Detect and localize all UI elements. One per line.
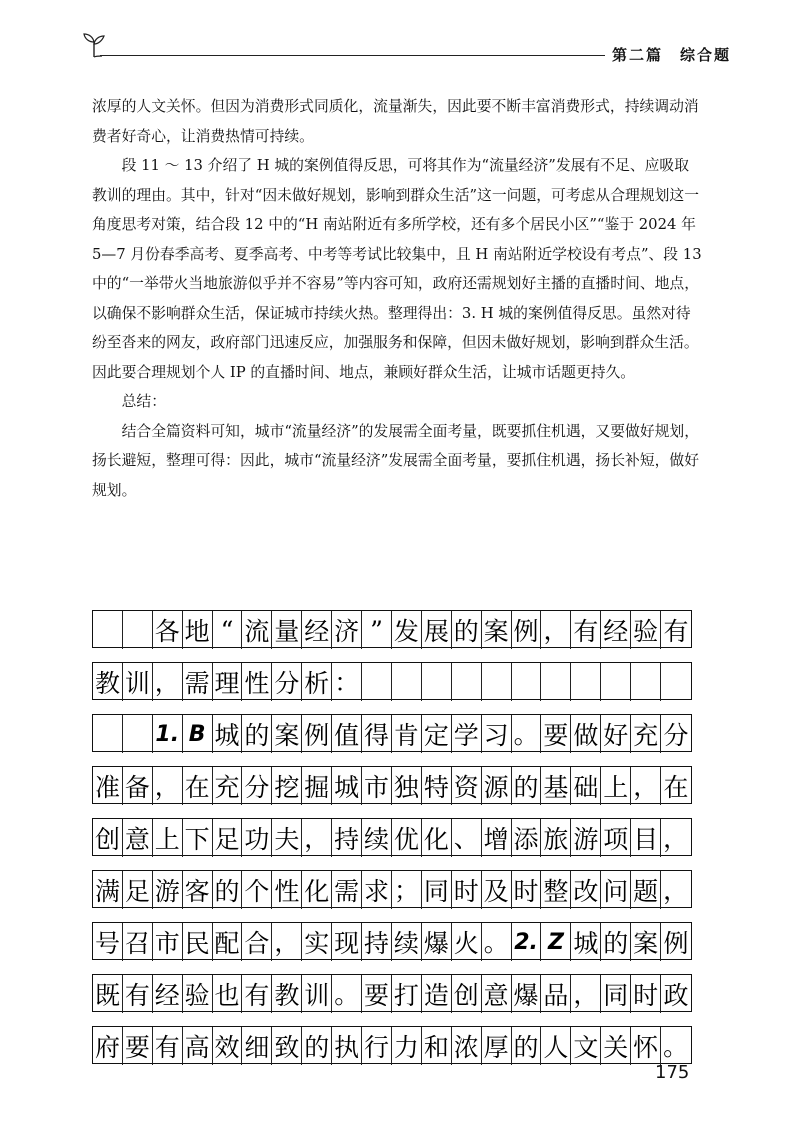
answer-cell: 学 xyxy=(452,715,482,753)
answer-cell: 意 xyxy=(123,819,153,857)
answer-cell: 有 xyxy=(663,617,689,646)
answer-cell: 1. xyxy=(153,715,183,753)
answer-row xyxy=(92,766,692,804)
answer-cell: 要 xyxy=(123,1027,153,1065)
answer-cell: 资 xyxy=(452,767,482,805)
answer-cell: 求 xyxy=(362,871,392,909)
answer-cell: 分 xyxy=(272,663,302,701)
answer-cell: 也 xyxy=(213,975,243,1013)
answer-cell: 的 xyxy=(213,871,243,909)
answer-cell: 关 xyxy=(601,1027,631,1065)
answer-cell: 教 xyxy=(93,663,123,701)
answer-cell: 。 xyxy=(663,1032,689,1061)
answer-cell: 有 xyxy=(153,1027,183,1065)
answer-cell: 造 xyxy=(422,975,452,1013)
answer-cell: 同 xyxy=(601,975,631,1013)
answer-cell: 足 xyxy=(123,871,153,909)
answer-cell: 。 xyxy=(332,975,362,1013)
header-rule xyxy=(100,55,605,56)
answer-cell xyxy=(512,663,542,701)
answer-cell: 既 xyxy=(93,975,123,1013)
answer-cell: 持 xyxy=(332,819,362,857)
answer-cell: ， xyxy=(302,819,332,857)
answer-cell xyxy=(482,663,512,701)
answer-cell: 案 xyxy=(631,923,661,961)
answer-cell: 训 xyxy=(123,663,153,701)
answer-cell: ， xyxy=(153,663,183,701)
answer-cell: 础 xyxy=(571,767,601,805)
answer-cell: 意 xyxy=(482,975,512,1013)
answer-cell: ， xyxy=(571,975,601,1013)
answer-cell xyxy=(571,663,601,701)
answer-cell: 的 xyxy=(601,923,631,961)
answer-cell: 发 xyxy=(392,611,422,649)
answer-cell xyxy=(422,663,452,701)
answer-cell: 有 xyxy=(123,975,153,1013)
answer-row xyxy=(92,1026,692,1064)
answer-cell: 下 xyxy=(183,819,213,857)
answer-cell: 例 xyxy=(512,611,542,649)
answer-cell: 例 xyxy=(663,929,689,958)
answer-cell: 。 xyxy=(512,715,542,753)
answer-cell: 验 xyxy=(631,611,661,649)
answer-cell: 时 xyxy=(452,871,482,909)
answer-cell: 分 xyxy=(663,721,689,750)
answer-cell: 源 xyxy=(482,767,512,805)
answer-cell: 夫 xyxy=(272,819,302,857)
answer-cell: 理 xyxy=(213,663,243,701)
answer-cell: 经 xyxy=(153,975,183,1013)
answer-cell: 的 xyxy=(452,611,482,649)
answer-cell: 个 xyxy=(242,871,272,909)
answer-cell: 各 xyxy=(153,611,183,649)
answer-cell: 政 xyxy=(663,981,689,1010)
answer-cell: B xyxy=(183,715,213,753)
answer-cell: 做 xyxy=(571,715,601,753)
answer-cell: 爆 xyxy=(422,923,452,961)
answer-cell: 致 xyxy=(272,1027,302,1065)
answer-cell xyxy=(541,663,571,701)
answer-cell: 充 xyxy=(213,767,243,805)
answer-cell: 游 xyxy=(153,871,183,909)
answer-cell: 要 xyxy=(362,975,392,1013)
answer-cell: 析 xyxy=(302,663,332,701)
answer-cell: 号 xyxy=(93,923,123,961)
answer-cell: 充 xyxy=(631,715,661,753)
answer-cell: ， xyxy=(153,767,183,805)
answer-cell: 合 xyxy=(242,923,272,961)
answer-cell: 打 xyxy=(392,975,422,1013)
answer-cell: 爆 xyxy=(512,975,542,1013)
answer-cell: 整 xyxy=(541,871,571,909)
answer-cell: 化 xyxy=(422,819,452,857)
answer-row xyxy=(92,610,692,648)
answer-cell: 流 xyxy=(242,611,272,649)
answer-cell: “ xyxy=(213,611,243,649)
answer-cell: 配 xyxy=(213,923,243,961)
answer-cell: 优 xyxy=(392,819,422,857)
answer-row xyxy=(92,662,692,700)
answer-cell: 挖 xyxy=(272,767,302,805)
answer-cell: 怀 xyxy=(631,1027,661,1065)
answer-cell xyxy=(123,715,153,753)
answer-cell: 上 xyxy=(153,819,183,857)
answer-cell: 地 xyxy=(183,611,213,649)
page-number: 175 xyxy=(655,1062,690,1083)
answer-cell: 肯 xyxy=(392,715,422,753)
answer-cell: 时 xyxy=(512,871,542,909)
answer-cell: 的 xyxy=(512,767,542,805)
answer-cell xyxy=(93,611,123,649)
answer-cell: ， xyxy=(631,767,661,805)
answer-cell: 持 xyxy=(362,923,392,961)
answer-cell: 需 xyxy=(332,871,362,909)
answer-cell xyxy=(362,663,392,701)
answer-cell: 2. xyxy=(512,923,542,961)
answer-cell: 及 xyxy=(482,871,512,909)
answer-cell: 量 xyxy=(272,611,302,649)
answer-cell: 好 xyxy=(601,715,631,753)
paragraph-summary: 结合全篇资料可知，城市“流量经济”的发展需全面考量，既要抓住机遇，又要做好规划，扬长避短，整理可得：因此，城市“流量经济”发展需全面考量，要抓住机遇，扬长补短，做好规划。 xyxy=(92,422,700,499)
section-title: 第二篇 综合题 xyxy=(612,46,732,64)
answer-cell: ： xyxy=(332,663,362,701)
answer-cell xyxy=(123,611,153,649)
answer-cell: 品 xyxy=(541,975,571,1013)
answer-cell: 经 xyxy=(601,611,631,649)
answer-cell: 在 xyxy=(663,773,689,802)
answer-cell xyxy=(601,663,631,701)
answer-cell: 续 xyxy=(362,819,392,857)
answer-cell: 掘 xyxy=(302,767,332,805)
answer-cell: 习 xyxy=(482,715,512,753)
answer-cell: 在 xyxy=(183,767,213,805)
answer-cell: 的 xyxy=(302,1027,332,1065)
answer-cell: ， xyxy=(272,923,302,961)
answer-cell: 足 xyxy=(213,819,243,857)
answer-cell: 的 xyxy=(512,1027,542,1065)
answer-cell: ， xyxy=(663,876,689,905)
answer-cell xyxy=(452,663,482,701)
answer-cell: 文 xyxy=(571,1027,601,1065)
answer-cell: 性 xyxy=(242,663,272,701)
answer-cell: Z xyxy=(541,923,571,961)
answer-cell: 厚 xyxy=(482,1027,512,1065)
answer-cell: 定 xyxy=(422,715,452,753)
body-text xyxy=(92,92,702,505)
answer-cell: 力 xyxy=(392,1027,422,1065)
answer-cell: 城 xyxy=(571,923,601,961)
answer-row xyxy=(92,974,692,1012)
answer-cell: 需 xyxy=(183,663,213,701)
answer-cell xyxy=(661,663,691,701)
answer-row xyxy=(92,922,692,960)
answer-cell: 备 xyxy=(123,767,153,805)
answer-cell: 客 xyxy=(183,871,213,909)
paragraph-summary-heading: 总结： xyxy=(121,393,166,410)
answer-cell: 案 xyxy=(482,611,512,649)
answer-cell: 续 xyxy=(392,923,422,961)
answer-cell: 教 xyxy=(272,975,302,1013)
paragraph-analysis: 段 11 ～ 13 介绍了 H 城的案例值得反思，可将其作为“流量经济”发展有不足、应吸取教训的理由。其中，针对“因未做好规划，影响到群众生活”这一问题，可考虑从合理规划这一角度思考对策，结合段 12 中的“H 南站附近有多所学校，还有多个居民小区”“鉴于 2024 年 5—7 月份春季高考、夏季高考、中考等考试比较集中，且 H 南站附近学校设有考点”、段 13 中的“一举带火当地旅游似乎并不容易”等内容可知，政府还需规划好主播的直播时间、地点，以确保不影响群众生活，保证城市持续火热。整理得出：3. H 城的案例值得反思。虽然对待纷至沓来的网友，政府部门迅速反应，加强服务和保障，但因未做好规划，影响到群众生活。因此要合理规划个人 IP 的直播时间、地点，兼顾好群众生活，让城市话题更持久。 xyxy=(92,157,702,381)
answer-cell: 例 xyxy=(302,715,332,753)
answer-cell: 浓 xyxy=(452,1027,482,1065)
answer-cell: ， xyxy=(541,611,571,649)
answer-cell: 、 xyxy=(452,819,482,857)
answer-cell xyxy=(631,663,661,701)
answer-cell: 召 xyxy=(123,923,153,961)
answer-cell: 旅 xyxy=(541,819,571,857)
answer-cell: 训 xyxy=(302,975,332,1013)
answer-cell: 火 xyxy=(452,923,482,961)
answer-cell: 独 xyxy=(392,767,422,805)
answer-cell: 展 xyxy=(422,611,452,649)
page-header xyxy=(0,0,800,80)
answer-cell: 要 xyxy=(541,715,571,753)
answer-cell: 实 xyxy=(302,923,332,961)
answer-cell: 值 xyxy=(332,715,362,753)
answer-cell: 化 xyxy=(302,871,332,909)
answer-cell: 城 xyxy=(213,715,243,753)
answer-row xyxy=(92,714,692,752)
answer-row xyxy=(92,818,692,856)
answer-cell: ， xyxy=(663,824,689,853)
answer-cell: 经 xyxy=(302,611,332,649)
answer-cell: 改 xyxy=(571,871,601,909)
answer-cell: 有 xyxy=(242,975,272,1013)
answer-cell xyxy=(392,663,422,701)
answer-cell: 细 xyxy=(242,1027,272,1065)
answer-cell: 功 xyxy=(242,819,272,857)
answer-cell: 性 xyxy=(272,871,302,909)
answer-cell: 创 xyxy=(452,975,482,1013)
answer-cell: 效 xyxy=(213,1027,243,1065)
answer-cell: 满 xyxy=(93,871,123,909)
answer-row xyxy=(92,870,692,908)
answer-cell: 民 xyxy=(183,923,213,961)
answer-cell: ” xyxy=(362,611,392,649)
answer-cell: 有 xyxy=(571,611,601,649)
answer-cell: 基 xyxy=(541,767,571,805)
answer-cell: 分 xyxy=(242,767,272,805)
answer-cell: 游 xyxy=(571,819,601,857)
answer-cell: 验 xyxy=(183,975,213,1013)
answer-cell: 时 xyxy=(631,975,661,1013)
answer-cell: 上 xyxy=(601,767,631,805)
answer-cell: 府 xyxy=(93,1027,123,1065)
answer-cell xyxy=(93,715,123,753)
answer-cell: 案 xyxy=(272,715,302,753)
answer-cell: 特 xyxy=(422,767,452,805)
answer-cell: 创 xyxy=(93,819,123,857)
answer-cell: 问 xyxy=(601,871,631,909)
answer-cell: 行 xyxy=(362,1027,392,1065)
answer-cell: 题 xyxy=(631,871,661,909)
answer-cell: 市 xyxy=(153,923,183,961)
paragraph-continuation: 浓厚的人文关怀。但因为消费形式同质化，流量渐失，因此要不断丰富消费形式，持续调动消费者好奇心，让消费热情可持续。 xyxy=(92,98,699,145)
answer-cell: 准 xyxy=(93,767,123,805)
answer-cell: 得 xyxy=(362,715,392,753)
answer-cell: 增 xyxy=(482,819,512,857)
answer-cell: 同 xyxy=(422,871,452,909)
answer-cell: ； xyxy=(392,871,422,909)
answer-cell: 目 xyxy=(631,819,661,857)
answer-cell: 高 xyxy=(183,1027,213,1065)
answer-cell: 市 xyxy=(362,767,392,805)
answer-cell: 项 xyxy=(601,819,631,857)
answer-cell: 添 xyxy=(512,819,542,857)
answer-cell: 人 xyxy=(541,1027,571,1065)
sprout-icon xyxy=(82,30,106,58)
answer-cell: 和 xyxy=(422,1027,452,1065)
answer-cell: 现 xyxy=(332,923,362,961)
answer-cell: 执 xyxy=(332,1027,362,1065)
answer-cell: 济 xyxy=(332,611,362,649)
answer-cell: 的 xyxy=(242,715,272,753)
answer-cell: 。 xyxy=(482,923,512,961)
answer-cell: 城 xyxy=(332,767,362,805)
